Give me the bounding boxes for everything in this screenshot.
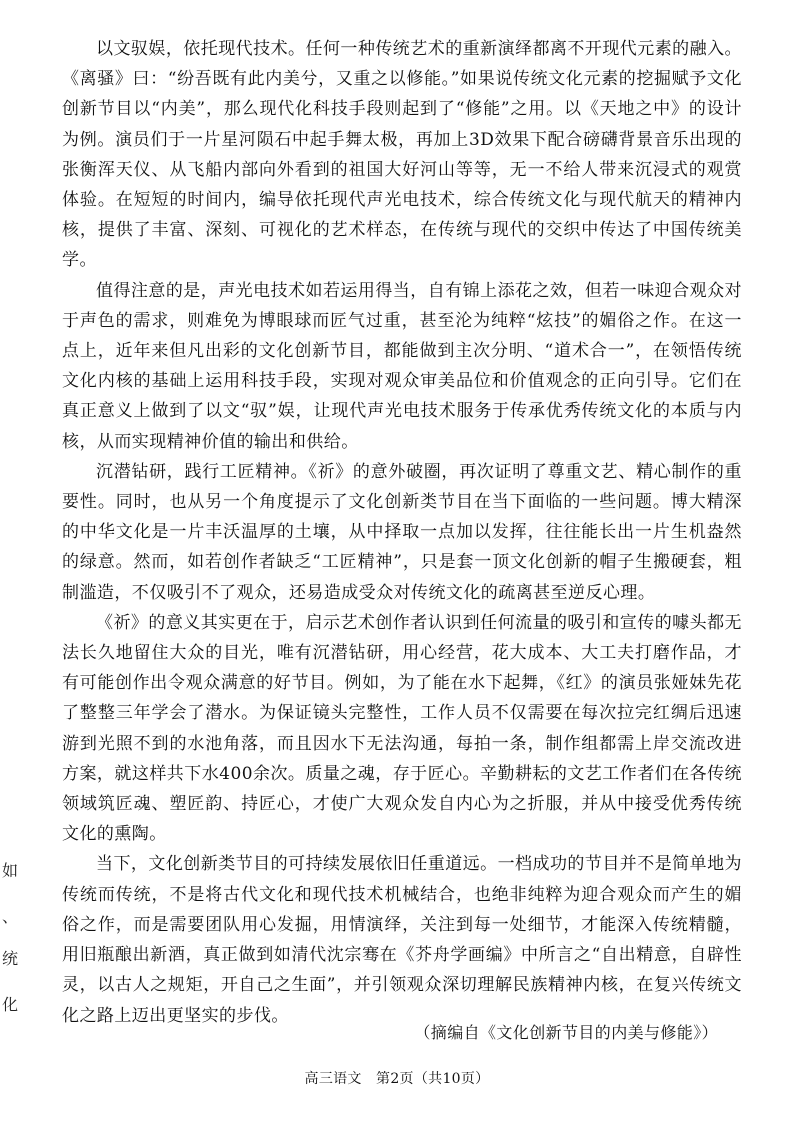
- article-body: [62, 34, 742, 1031]
- margin-mark: 统: [2, 949, 19, 968]
- page-footer: 高三语文 第2页（共10页）: [304, 1071, 490, 1087]
- margin-mark: 化: [2, 995, 19, 1014]
- margin-mark: 、: [2, 907, 19, 926]
- source-citation: （摘编自《文化创新节目的内美与修能》）: [414, 1023, 718, 1042]
- paragraph-4: 《祈》的意义其实更在于，启示艺术创作者认识到任何流量的吸引和宣传的噱头都无法长久地留住大众的目光，唯有沉潜钻研，用心经营，花大成本、大工夫打磨作品，才有可能创作出令观众满意的好节目。例如，为了能在水下起舞，《红》的演员张娅妹先花了整整三年学会了潜水。为保证镜头完整性，工作人员不仅需要在每次拉完红绸后迅速游到光照不到的水池角落，而且因水下无法沟通，每拍一条，制作组都需上岸交流改进方案，就这样共下水400余次。质量之魂，存于匠心。辛勤耕耘的文艺工作者们在各传统领域筑匠魂、塑匠韵、持匠心，才使广大观众发自内心为之折服，并从中接受优秀传统文化的熏陶。: [62, 612, 742, 845]
- paragraph-5: 当下，文化创新类节目的可持续发展依旧任重道远。一档成功的节目并不是简单地为传统而传统，不是将古代文化和现代技术机械结合，也绝非纯粹为迎合观众而产生的媚俗之作，而是需要团队用心发掘，用情演绎，关注到每一处细节，才能深入传统精髓，用旧瓶酿出新酒，真正做到如清代沈宗骞在《芥舟学画编》中所言之“自出精意，自辟性灵，以古人之规矩，开自己之生面”，并引领观众深切理解民族精神内核，在复兴传统文化之路上迈出更坚实的步伐。: [62, 854, 742, 1026]
- paragraph-3: 沉潜钻研，践行工匠精神。《祈》的意外破圈，再次证明了尊重文艺、精心制作的重要性。同时，也从另一个角度提示了文化创新类节目在当下面临的一些问题。博大精深的中华文化是一片丰沃温厚的土壤，从中择取一点加以发挥，往往能长出一片生机盎然的绿意。然而，如若创作者缺乏“工匠精神”，只是套一顶文化创新的帽子生搬硬套，粗制滥造，不仅吸引不了观众，还易造成受众对传统文化的疏离甚至逆反心理。: [62, 461, 742, 603]
- paragraph-1: 以文驭娱，依托现代技术。任何一种传统艺术的重新演绎都离不开现代元素的融入。《离骚》曰：“纷吾既有此内美兮，又重之以修能。”如果说传统文化元素的挖掘赋予文化创新节目以“内美”，那么现代化科技手段则起到了“修能”之用。以《天地之中》的设计为例。演员们于一片星河陨石中起手舞太极，再加上3D效果下配合磅礴背景音乐出现的张衡浑天仪、从飞船内部向外看到的祖国大好河山等等，无一不给人带来沉浸式的观赏体验。在短短的时间内，编导依托现代声光电技术，综合传统文化与现代航天的精神内核，提供了丰富、深刻、可视化的艺术样态，在传统与现代的交织中传达了中国传统美学。: [62, 39, 742, 271]
- margin-mark: 如: [2, 861, 19, 880]
- paragraph-2: 值得注意的是，声光电技术如若运用得当，自有锦上添花之效，但若一味迎合观众对于声色的需求，则难免为博眼球而匠气过重，甚至沦为纯粹“炫技”的媚俗之作。在这一点上，近年来但凡出彩的文化创新节目，都能做到主次分明、“道术合一”，在领悟传统文化内核的基础上运用科技手段，实现对观众审美品位和价值观念的正向引导。它们在真正意义上做到了以文“驭”娱，让现代声光电技术服务于传承优秀传统文化的本质与内核，从而实现精神价值的输出和供给。: [62, 280, 742, 452]
